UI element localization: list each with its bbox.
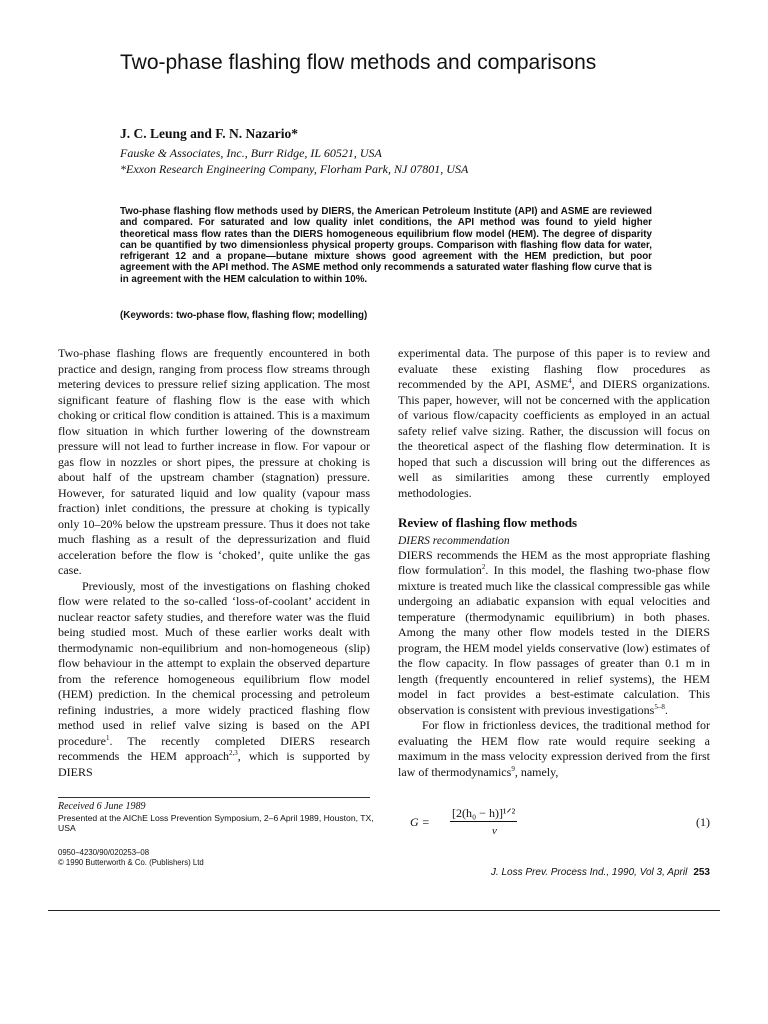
equation-numerator: [2(h₀ − h)]¹ᐟ² bbox=[452, 806, 516, 820]
presented-note: Presented at the AIChE Loss Prevention Symposium, 2–6 April 1989, Houston, TX, USA bbox=[58, 812, 374, 834]
authors: J. C. Leung and F. N. Nazario* bbox=[120, 126, 299, 141]
affiliations bbox=[120, 145, 468, 177]
journal-footer bbox=[398, 867, 710, 878]
right-paragraph-1: experimental data. The purpose of this paper is to review and evaluate these existing flashing flow procedures as recommended by the API, ASME$^4$, and DIERS organizations. This paper, however, will not be concerned with the application of various flow/capacity coefficients as employed in an actual safety relief valve sizing. Rather, the discussion will focus on the theoretical aspect of the flashing flow determination. It is hoped that such a discussion will bring out the differences as well as similarities among these currently employed methodologies. bbox=[398, 346, 710, 500]
received-date: Received 6 June 1989 bbox=[58, 801, 146, 812]
ref-superscript: 4 bbox=[568, 377, 572, 385]
bottom-divider bbox=[48, 910, 720, 911]
paper-title: Two-phase flashing flow methods and comparisons bbox=[120, 51, 597, 74]
abstract: Two-phase flashing flow methods used by DIERS, the American Petroleum Institute (API) and ASME are reviewed and compared. For saturated and low quality inlet conditions, the API method was found to yield higher theoretical mass flow rates than the DIERS homogeneous equilibrium flow model (HEM). The degree of disparity can be quantified by two dimensionless physical property groups. Comparison with flashing flow data for water, refrigerant 12 and a propane—butane mixture shows good agreement with the HEM prediction, but poor agreement with the API method. The ASME method only recommends a saturated water flashing flow curve that is in agreement with the HEM calculation to within 10%. bbox=[120, 206, 652, 285]
equation-denominator: v bbox=[492, 825, 497, 837]
subheading: DIERS recommendation bbox=[398, 534, 510, 547]
affiliation-1: Fauske & Associates, Inc., Burr Ridge, IL 60521, USA bbox=[120, 146, 382, 160]
right-paragraph-2: DIERS recommends the HEM as the most appropriate flashing flow formulation$^2$. In this model, the flashing two-phase flow mixture is treated much like the classical compressible gas while undergoing an adiabatic expansion with equal velocities and temperature (thermodynamic equilibrium) in both phases. Among the many other flow models tested in the DIERS program, the HEM model yields conservative (low) estimates of the flow capacity. In flow passages of greater than 0.1 m in length (frequently encountered in relief systems), the HEM model in fact provides a best-estimate calculation. This observation is consistent with previous investigations$^{5-8}$. bbox=[398, 547, 710, 717]
page-number: 253 bbox=[693, 867, 710, 878]
ref-superscript: 5–8 bbox=[654, 702, 665, 711]
equation-label: (1) bbox=[696, 815, 710, 829]
affiliation-2: *Exxon Research Engineering Company, Florham Park, NJ 07801, USA bbox=[120, 162, 469, 176]
copyright: © 1990 Butterworth & Co. (Publishers) Ltd bbox=[58, 857, 204, 867]
section-heading: Review of flashing flow methods bbox=[398, 515, 578, 530]
left-paragraph-2: Previously, most of the investigations on flashing choked flow were related to the so-called ‘loss-of-coolant’ accident in nuclear reactor safety studies, and therefore water was the fluid being studied most. Much of these earlier works dealt with thermodynamic non-equilibrium and non-homogeneous (slip) flow behaviour in the attempt to explain the observed departure from the reference homogeneous equilibrium flow model (HEM) prediction. In the chemical processing and petroleum refining industries, a more widely practiced flashing flow method used in relief valve sizing is based on the API procedure$^1$. The recently completed DIERS research recommends the HEM approach$^{2,3}$, which is supported by DIERS bbox=[58, 578, 370, 779]
footnote-divider bbox=[58, 797, 370, 798]
left-column bbox=[58, 346, 370, 780]
ref-superscript: 2,3 bbox=[229, 749, 238, 757]
right-paragraph-3: For flow in frictionless devices, the traditional method for evaluating the HEM flow rate would require seeking a maximum in the mass velocity expression derived from the first law of thermodynamics$^9$, namely, bbox=[398, 718, 710, 779]
footnote bbox=[58, 802, 378, 834]
keywords: (Keywords: two-phase flow, flashing flow; modelling) bbox=[120, 310, 368, 321]
publication-codes bbox=[58, 848, 204, 867]
issn-code: 0950–4230/90/020253–08 bbox=[58, 848, 150, 857]
equation-lhs: G = bbox=[410, 815, 430, 829]
left-paragraph-1: Two-phase flashing flows are frequently encountered in both practice and design, ranging from process flow streams through metering devices to pressure relief sizing application. The most significant feature of flashing flow is the ease with which choking or critical flow condition is attained. This is a maximum flow situation in which further lowering of the downstream pressure will not lead to further increase in flow. For vapour or gas flow in nozzles or short pipes, the pressure at choking is about half of the upstream chamber (stagnation) pressure. However, for saturated liquid and low quality (vapour mass fraction) inlet conditions, the pressure at choking is typically only 10–20% below the upstream pressure. Thus it does not take much flashing as a result of the depressurization and fluid acceleration before the flow is ‘choked’, quite unlike the gas case. bbox=[58, 346, 370, 577]
right-column bbox=[398, 346, 710, 780]
equation-1 bbox=[410, 806, 712, 840]
ref-superscript: 1 bbox=[105, 733, 110, 742]
journal-citation: J. Loss Prev. Process Ind., 1990, Vol 3, April bbox=[490, 867, 688, 878]
ref-superscript: 9 bbox=[511, 764, 515, 773]
ref-superscript: 2 bbox=[481, 563, 486, 571]
